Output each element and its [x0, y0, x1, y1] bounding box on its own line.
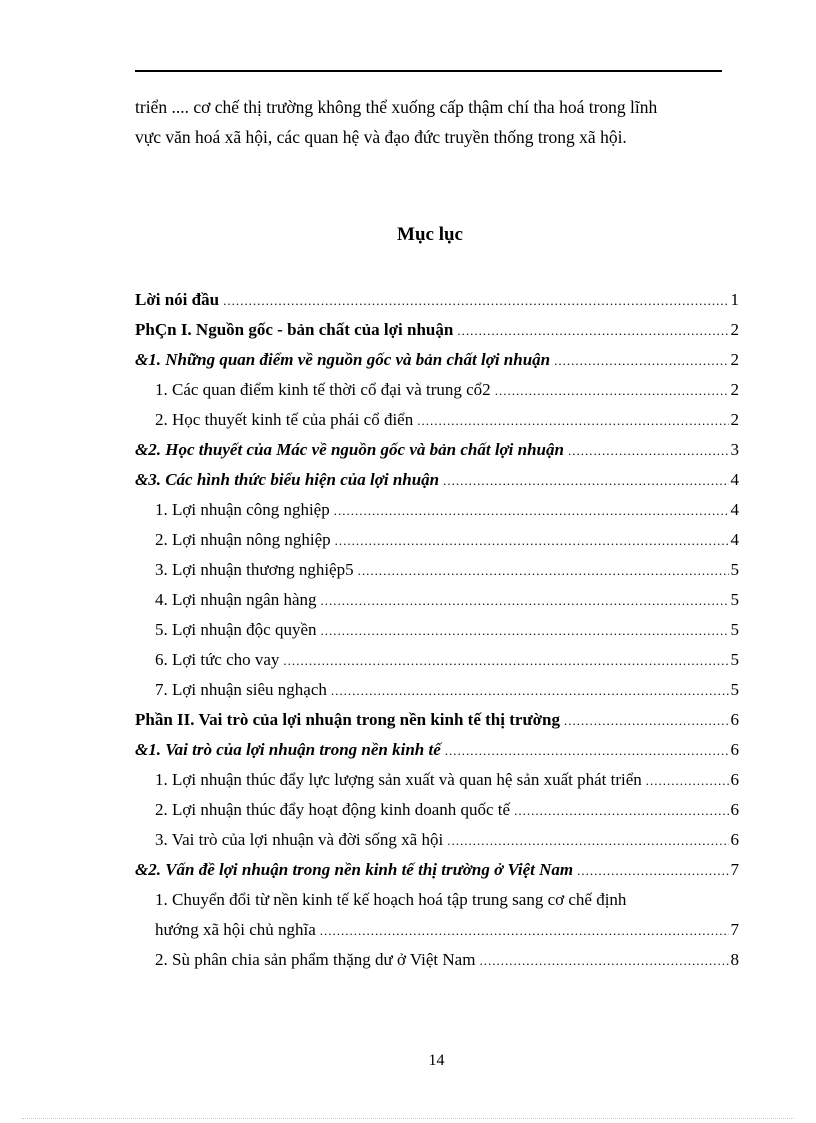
toc-dot-leader — [334, 503, 729, 519]
toc-entry-label: 1. Lợi nhuận công nghiệp — [155, 500, 330, 519]
toc-title: Mục lục — [397, 224, 463, 245]
toc-entry-part-2-2-1-line-1[interactable] — [135, 890, 739, 920]
toc-dot-leader — [514, 803, 728, 819]
toc-entry-label: Lời nói đầu — [135, 290, 220, 309]
toc-entry-part-1-section-1[interactable] — [135, 350, 739, 380]
toc-dot-leader — [646, 773, 729, 789]
toc-dot-leader — [320, 923, 729, 939]
toc-entry-page: 7 — [730, 920, 739, 939]
toc-entry-label: 1. Các quan điểm kinh tế thời cổ đại và trung cổ2 — [155, 380, 491, 399]
toc-entry-part-1-3-4[interactable] — [135, 590, 739, 620]
toc-entry-page: 2 — [730, 380, 739, 399]
toc-entry-page: 5 — [730, 590, 739, 609]
toc-entry-label: hướng xã hội chủ nghĩa — [155, 920, 316, 939]
intro-line-1: triển .... cơ chế thị trường không thể xuống cấp thậm chí tha hoá trong lĩnh — [135, 97, 658, 117]
toc-entry-page: 5 — [730, 560, 739, 579]
toc-dot-leader — [554, 353, 728, 369]
toc-entry-page: 5 — [730, 650, 739, 669]
toc-dot-leader — [320, 593, 728, 609]
toc-entry-label: &2. Học thuyết của Mác về nguồn gốc và bản chất lợi nhuận — [135, 440, 564, 459]
toc-entry-page: 4 — [730, 470, 739, 489]
toc-entry-part-2-1-2[interactable] — [135, 800, 739, 830]
toc-dot-leader — [495, 383, 729, 399]
toc-entry-part-2-1-3[interactable] — [135, 830, 739, 860]
toc-entry-label: 3. Lợi nhuận thương nghiệp5 — [155, 560, 354, 579]
toc-dot-leader — [283, 653, 728, 669]
toc-entry-part-1-3-1[interactable] — [135, 500, 739, 530]
toc-entry-label: PhÇn I. Nguồn gốc - bản chất của lợi nhuận — [135, 320, 454, 339]
toc-entry-part-2-2-1-line-2[interactable] — [135, 920, 739, 950]
toc-dot-leader — [564, 713, 728, 729]
toc-entry-page: 6 — [730, 800, 739, 819]
toc-entry-page: 6 — [730, 710, 739, 729]
intro-line-2: vực văn hoá xã hội, các quan hệ và đạo đức truyền thống trong xã hội. — [135, 127, 627, 147]
toc-entry-label: 1. Lợi nhuận thúc đẩy lực lượng sản xuất và quan hệ sản xuất phát triển — [155, 770, 642, 789]
toc-entry-label: 4. Lợi nhuận ngân hàng — [155, 590, 317, 609]
toc-entry-label: &3. Các hình thức biểu hiện của lợi nhuận — [135, 470, 440, 489]
toc-dot-leader — [417, 413, 728, 429]
toc-entry-label: 2. Học thuyết kinh tế của phái cổ điển — [155, 410, 414, 429]
toc-entry-part-2-2-2[interactable] — [135, 950, 739, 980]
toc-entry-page: 4 — [730, 500, 739, 519]
toc-dot-leader — [479, 953, 728, 969]
toc-dot-leader — [447, 833, 728, 849]
toc-entry-page: 2 — [730, 320, 739, 339]
toc-entry-page: 2 — [730, 410, 739, 429]
toc-entry-part-2-section-1[interactable] — [135, 740, 739, 770]
toc-entry-page: 2 — [730, 350, 739, 369]
toc-entry-label: 3. Vai trò của lợi nhuận và đời sống xã hội — [155, 830, 444, 849]
toc-entry-part-1-1-2[interactable] — [135, 410, 739, 440]
toc-entry-part-1-section-2[interactable] — [135, 440, 739, 470]
toc-dot-leader — [331, 683, 729, 699]
toc-dot-leader — [335, 533, 729, 549]
toc-entry-label: 2. Sù phân chia sản phẩm thặng dư ở Việt Nam — [155, 950, 476, 969]
toc-entry-label: 7. Lợi nhuận siêu nghạch — [155, 680, 327, 699]
toc-entry-page: 6 — [730, 770, 739, 789]
toc-entry-page: 3 — [730, 440, 739, 459]
toc-entry-part-1[interactable] — [135, 320, 739, 350]
toc-entry-part-1-3-7[interactable] — [135, 680, 739, 710]
toc-entry-part-1-section-3[interactable] — [135, 470, 739, 500]
toc-dot-leader — [223, 293, 728, 309]
toc-entry-label: &1. Những quan điểm về nguồn gốc và bản chất lợi nhuận — [135, 350, 551, 369]
toc-entry-label: 2. Lợi nhuận thúc đẩy hoạt động kinh doanh quốc tế — [155, 800, 511, 819]
toc-entry-page: 6 — [730, 830, 739, 849]
toc-entry-label: 1. Chuyển đổi từ nền kinh tế kế hoạch hoá tập trung sang cơ chế định — [155, 890, 627, 909]
toc-entry-part-2[interactable] — [135, 710, 739, 740]
toc-entry-part-1-3-2[interactable] — [135, 530, 739, 560]
toc-entry-page: 5 — [730, 680, 739, 699]
toc-dot-leader — [457, 323, 728, 339]
toc-entry-preface[interactable] — [135, 290, 739, 320]
toc-dot-leader — [358, 563, 729, 579]
toc-entry-part-1-3-3[interactable] — [135, 560, 739, 590]
toc-entry-page: 5 — [730, 620, 739, 639]
toc-dot-leader — [443, 473, 728, 489]
toc-dot-leader — [577, 863, 728, 879]
toc-entry-label: &2. Vấn đề lợi nhuận trong nền kinh tế thị trường ở Việt Nam — [135, 860, 574, 879]
toc-entry-label: 2. Lợi nhuận nông nghiệp — [155, 530, 331, 549]
toc-entry-label: 6. Lợi tức cho vay — [155, 650, 280, 669]
toc-entry-label: 5. Lợi nhuận độc quyền — [155, 620, 317, 639]
toc-dot-leader — [320, 623, 728, 639]
toc-dot-leader — [445, 743, 729, 759]
toc-entry-page: 6 — [730, 740, 739, 759]
toc-entry-page: 7 — [730, 860, 739, 879]
header-rule — [135, 70, 722, 72]
toc-entry-page: 4 — [730, 530, 739, 549]
table-of-contents — [135, 290, 739, 980]
toc-entry-part-1-1-1[interactable] — [135, 380, 739, 410]
toc-entry-page: 1 — [730, 290, 739, 309]
toc-entry-part-2-section-2[interactable] — [135, 860, 739, 890]
toc-entry-part-2-1-1[interactable] — [135, 770, 739, 800]
page-bottom-border — [22, 1118, 794, 1119]
toc-entry-part-1-3-6[interactable] — [135, 650, 739, 680]
toc-entry-label: &1. Vai trò của lợi nhuận trong nền kinh tế — [135, 740, 441, 759]
toc-entry-page: 8 — [730, 950, 739, 969]
toc-entry-part-1-3-5[interactable] — [135, 620, 739, 650]
intro-paragraph — [135, 92, 722, 152]
toc-dot-leader — [568, 443, 729, 459]
toc-entry-label: Phần II. Vai trò của lợi nhuận trong nền kinh tế thị trường — [135, 710, 561, 729]
page-number: 14 — [428, 1052, 445, 1069]
